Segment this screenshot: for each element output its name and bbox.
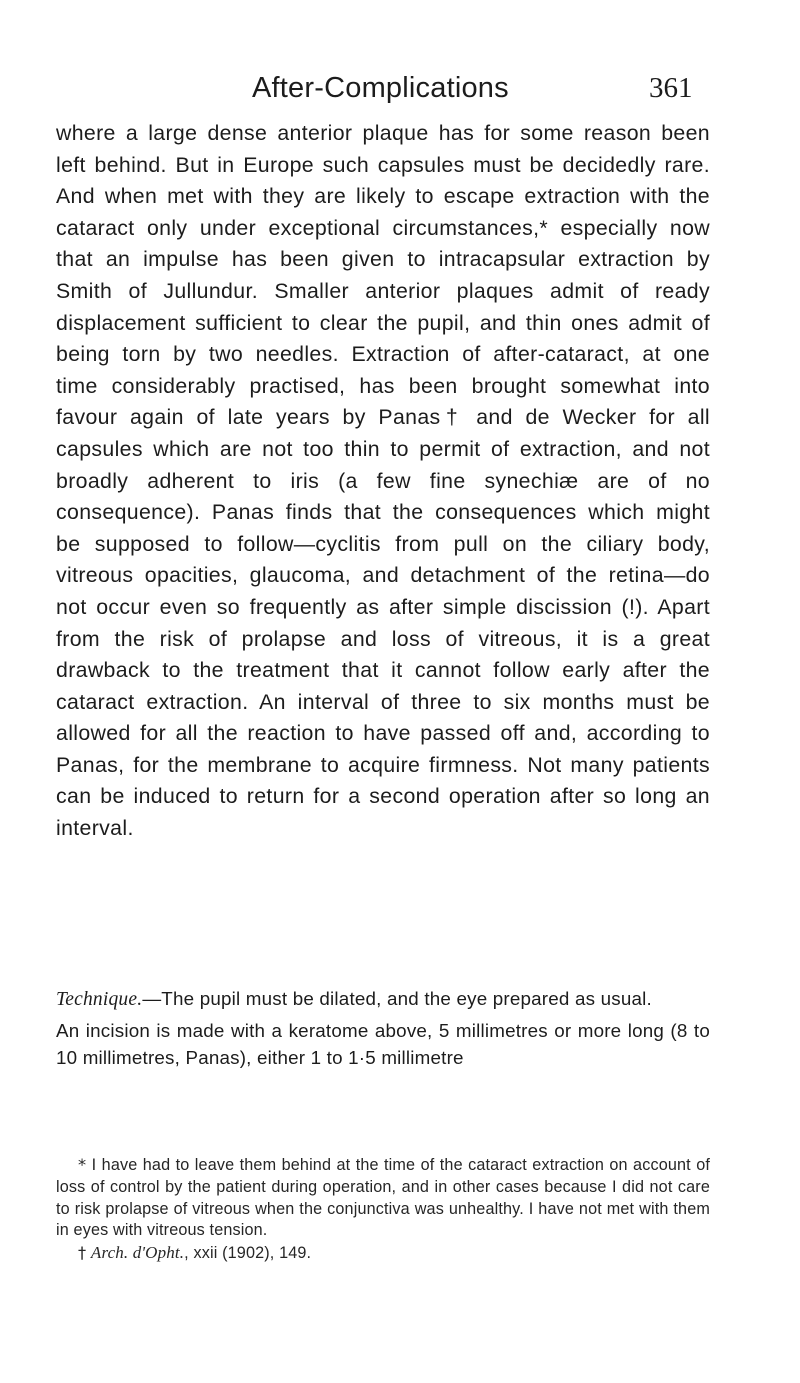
page-number: 361 [649, 72, 693, 104]
footnote-dagger-source: Arch. d'Opht. [90, 1243, 185, 1263]
footnote-dagger [56, 1242, 710, 1265]
technique-text: —The pupil must be dilated, and the eye prepared as usual. [142, 988, 652, 1009]
running-title: After-Complications [252, 72, 509, 104]
footnote-star-text: I have had to leave them behind at the time of the cataract extraction on account of loss of control by the patient during operation, and in other cases because I did not care to risk prolapse of vitreous when the conjunctiva was unhealthy. I have not met with them in eyes with vitreous tension. [56, 1156, 710, 1240]
technique-paragraph [56, 985, 710, 1013]
main-text [56, 118, 710, 845]
page-header [0, 72, 800, 116]
footnote-star [56, 1154, 710, 1242]
footnote-star-mark: * [78, 1155, 87, 1174]
footnote-dagger-rest: , xxii (1902), 149. [184, 1244, 312, 1263]
footnotes [56, 1154, 710, 1265]
technique-heading: Technique. [56, 989, 143, 1010]
footnote-dagger-mark: † [78, 1243, 87, 1263]
technique-section [56, 985, 710, 1072]
incision-paragraph: An incision is made with a keratome above, 5 millimetres or more long (8 to 10 millimetres, Panas), either 1 to 1·5 millimetre [56, 1020, 710, 1069]
body-paragraph: where a large dense anterior plaque has for some reason been left behind. But in Europe such capsules must be decidedly rare. And when met with they are likely to escape extraction with the cataract only under exceptional circumstances,* especially now that an impulse has been given to intracapsular extraction by Smith of Jullundur. Smaller anterior plaques admit of ready displacement sufficient to clear the pupil, and thin ones admit of being torn by two needles. Extraction of after-cataract, at one time considerably practised, has been brought somewhat into favour again of late years by Panas† and de Wecker for all capsules which are not too thin to permit of extraction, and not broadly adherent to iris (a few fine synechiæ are of no consequence). Panas finds that the consequences which might be supposed to follow—cyclitis from pull on the ciliary body, vitreous opacities, glaucoma, and detachment of the retina—do not occur even so frequently as after simple discission (!). Apart from the risk of prolapse and loss of vitreous, it is a great drawback to the treatment that it cannot follow early after the cataract extraction. An interval of three to six months must be allowed for all the reaction to have passed off and, according to Panas, for the membrane to acquire firmness. Not many patients can be induced to return for a second operation after so long an interval. [56, 121, 710, 841]
